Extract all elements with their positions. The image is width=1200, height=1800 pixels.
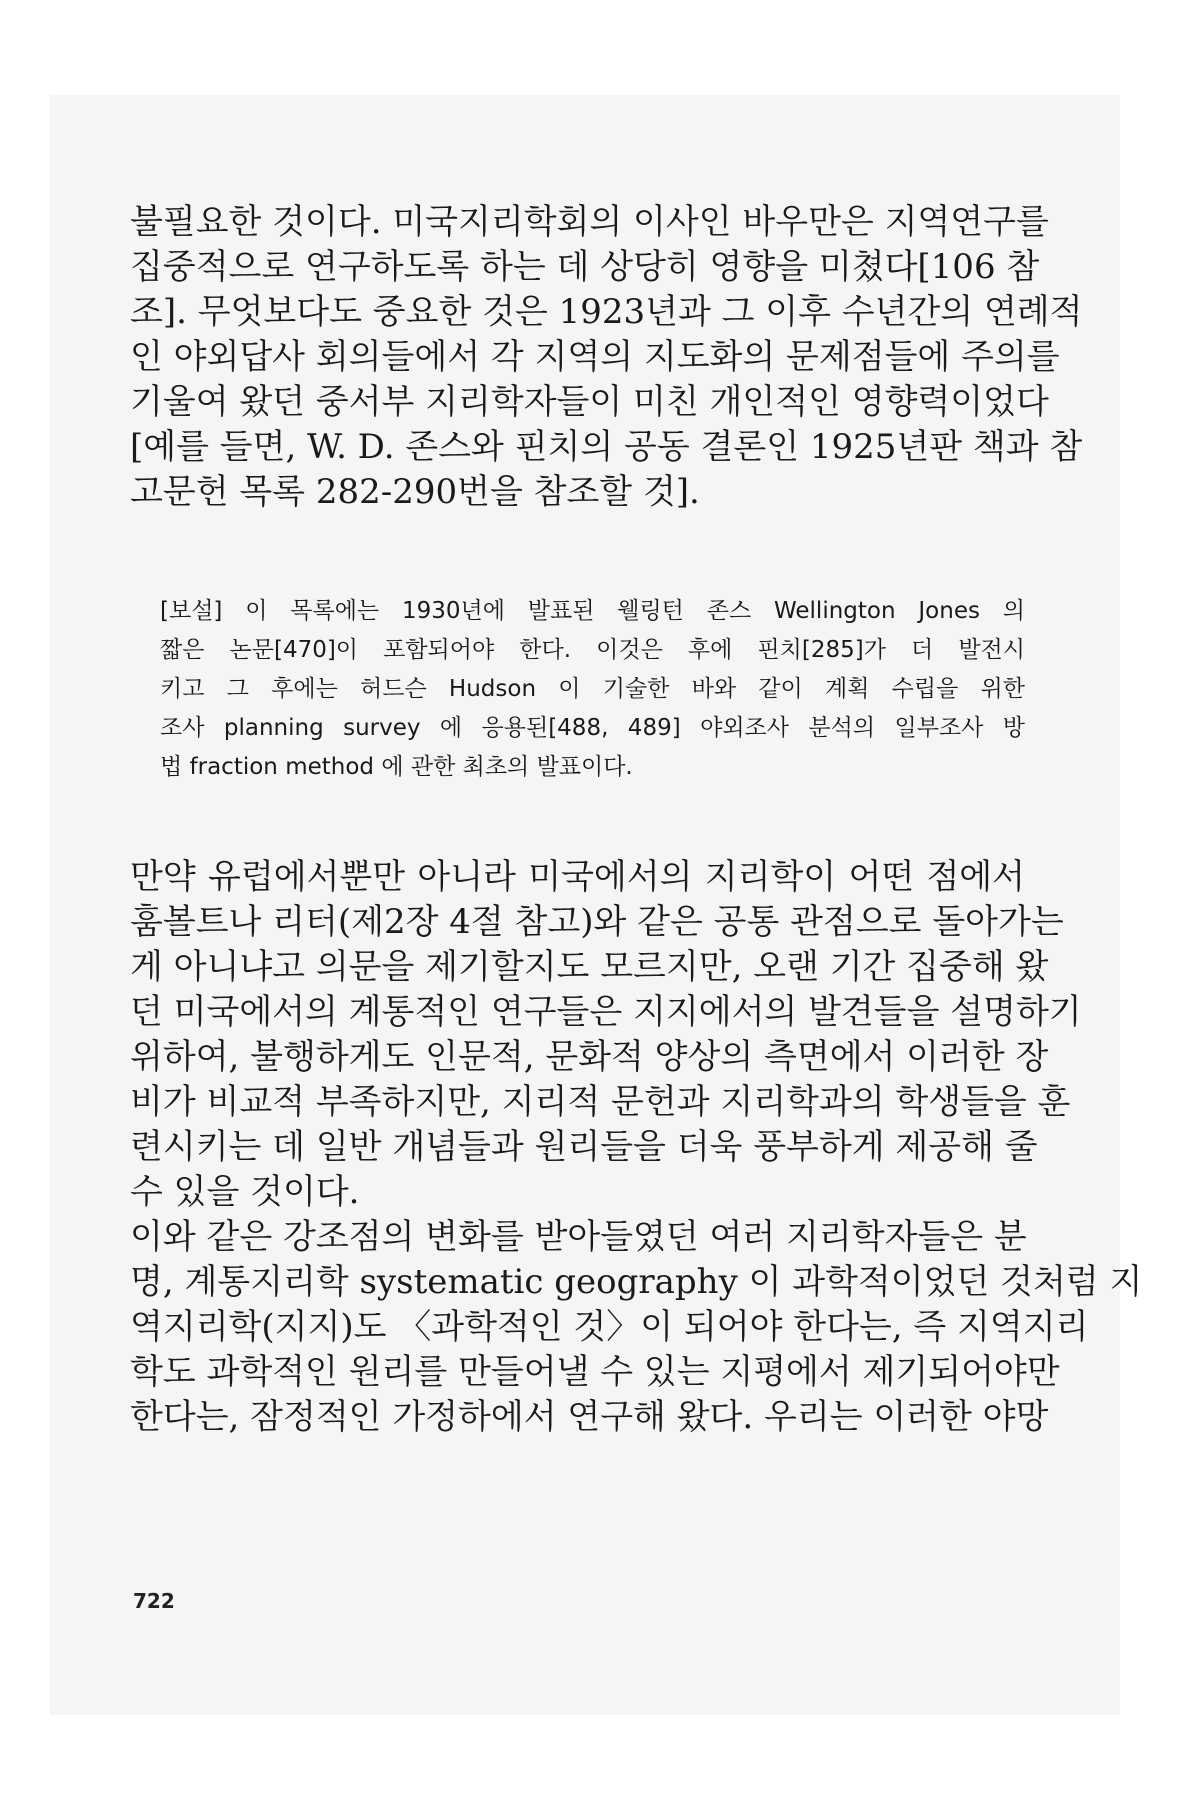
text-line: 불필요한 것이다. 미국지리학회의 이사인 바우만은 지역연구를 (130, 202, 1049, 242)
supplementary-note (160, 592, 1025, 787)
text-line: 수 있을 것이다. (130, 1172, 360, 1212)
text-line: 이와 같은 강조점의 변화를 받아들였던 여러 지리학자들은 분 (130, 1217, 1027, 1257)
note-line: 키고 그 후에는 허드슨 Hudson 이 기술한 바와 같이 계획 수립을 위한 (160, 676, 1025, 702)
text-line: 역지리학(지지)도 〈과학적인 것〉이 되어야 한다는, 즉 지역지리 (130, 1307, 1089, 1347)
text-line: 명, 계통지리학 systematic geography 이 과학적이었던 것처럼 지 (130, 1262, 1143, 1302)
note-line: 짧은 논문[470]이 포함되어야 한다. 이것은 후에 핀치[285]가 더 발전시 (160, 637, 1025, 663)
text-line: 련시키는 데 일반 개념들과 원리들을 더욱 풍부하게 제공해 줄 (130, 1127, 1038, 1167)
text-line: 비가 비교적 부족하지만, 지리적 문헌과 지리학과의 학생들을 훈 (130, 1082, 1071, 1122)
text-line: 집중적으로 연구하도록 하는 데 상당히 영향을 미쳤다[106 참 (130, 247, 1040, 287)
text-line: 던 미국에서의 계통적인 연구들은 지지에서의 발견들을 설명하기 (130, 992, 1082, 1032)
text-line: [예를 들면, W. D. 존스와 핀치의 공동 결론인 1925년판 책과 참 (130, 427, 1083, 467)
text-line: 훔볼트나 리터(제2장 4절 참고)와 같은 공통 관점으로 돌아가는 (130, 902, 1064, 942)
text-line: 만약 유럽에서뿐만 아니라 미국에서의 지리학이 어떤 점에서 (130, 857, 1025, 897)
text-line: 위하여, 불행하게도 인문적, 문화적 양상의 측면에서 이러한 장 (130, 1037, 1049, 1077)
paragraph-1 (130, 200, 1083, 515)
note-line: [보설] 이 목록에는 1930년에 발표된 웰링턴 존스 Wellington Jones 의 (160, 598, 1025, 624)
text-line: 기울여 왔던 중서부 지리학자들이 미친 개인적인 영향력이었다 (130, 382, 1049, 422)
text-line: 조]. 무엇보다도 중요한 것은 1923년과 그 이후 수년간의 연례적 (130, 292, 1083, 332)
note-line: 조사 planning survey 에 응용된[488, 489] 야외조사 분석의 일부조사 방 (160, 715, 1025, 741)
text-line: 학도 과학적인 원리를 만들어낼 수 있는 지평에서 제기되어야만 (130, 1352, 1060, 1392)
text-line: 인 야외답사 회의들에서 각 지역의 지도화의 문제점들에 주의를 (130, 337, 1060, 377)
page-number: 722 (133, 1589, 175, 1613)
text-line: 한다는, 잠정적인 가정하에서 연구해 왔다. 우리는 이러한 야망 (130, 1397, 1049, 1437)
paragraph-2 (130, 855, 1143, 1440)
text-line: 게 아니냐고 의문을 제기할지도 모르지만, 오랜 기간 집중해 왔 (130, 947, 1049, 987)
note-line: 법 fraction method 에 관한 최초의 발표이다. (160, 754, 633, 780)
text-line: 고문헌 목록 282-290번을 참조할 것]. (130, 472, 700, 512)
